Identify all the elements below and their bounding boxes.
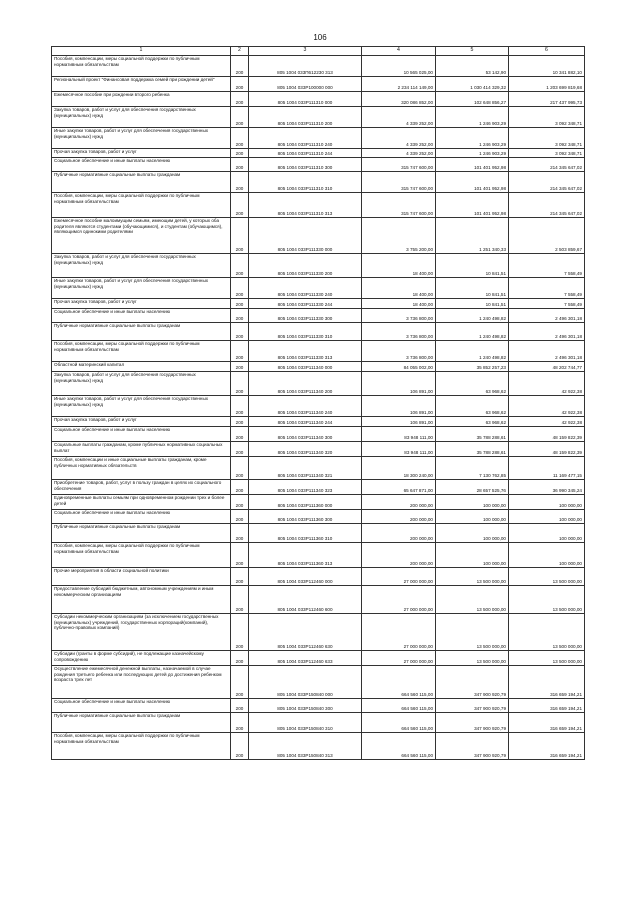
row-name-cell: Пособия, компенсации, меры социальной поддержки по публичным нормативным обязательствам — [52, 341, 231, 362]
row-name-cell: Приобретение товаров, работ, услуг в пользу граждан в целях их социального обеспечения — [52, 480, 231, 495]
row-approved-cell: 664 560 115,00 — [362, 713, 436, 733]
column-header: 1 — [52, 47, 231, 56]
table-row — [52, 299, 585, 309]
table-row — [52, 457, 585, 480]
row-section-cell: 200 — [231, 56, 249, 77]
row-approved-cell: 18 400,00 — [362, 299, 436, 309]
row-executed-cell: 63 968,62 — [436, 372, 509, 396]
row-code-cell: 805 1004 033P150840 000 — [249, 666, 362, 699]
row-name-cell: Социальное обеспечение и иные выплаты населению — [52, 427, 231, 442]
table-row — [52, 218, 585, 254]
row-code-cell: 805 1004 033P111360 310 — [249, 524, 362, 543]
table-row — [52, 372, 585, 396]
row-name-cell: Осуществление ежемесячной денежной выплаты, назначаемой в случае рождения третьего ребенка или последующих детей до достижения ребенком возраста трех лет — [52, 666, 231, 699]
row-section-cell: 200 — [231, 417, 249, 427]
row-code-cell: 805 1004 033P112460 000 — [249, 568, 362, 586]
row-approved-cell: 664 560 115,00 — [362, 733, 436, 760]
row-remaining-cell: 11 169 477,15 — [509, 457, 585, 480]
row-approved-cell: 3 736 800,00 — [362, 323, 436, 341]
row-remaining-cell: 316 659 194,21 — [509, 666, 585, 699]
row-executed-cell: 1 246 903,29 — [436, 107, 509, 128]
table-row — [52, 543, 585, 568]
table-row — [52, 149, 585, 158]
row-remaining-cell: 316 659 194,21 — [509, 699, 585, 713]
table-row — [52, 442, 585, 457]
row-section-cell: 200 — [231, 480, 249, 495]
row-remaining-cell: 42 922,38 — [509, 372, 585, 396]
row-name-cell: Субсидии (гранты в форме субсидий), не подлежащие казначейскому сопровождению — [52, 651, 231, 666]
column-header: 4 — [362, 47, 436, 56]
row-executed-cell: 1 240 498,82 — [436, 341, 509, 362]
row-approved-cell: 315 747 600,00 — [362, 193, 436, 218]
row-section-cell: 200 — [231, 510, 249, 524]
row-approved-cell: 106 891,00 — [362, 417, 436, 427]
row-name-cell: Социальное обеспечение и иные выплаты населению — [52, 158, 231, 172]
row-section-cell: 200 — [231, 193, 249, 218]
row-section-cell: 200 — [231, 713, 249, 733]
row-name-cell: Публичные нормативные социальные выплаты гражданам — [52, 524, 231, 543]
column-header: 6 — [509, 47, 585, 56]
row-remaining-cell: 7 558,49 — [509, 254, 585, 278]
row-code-cell: 805 1004 033P112460 633 — [249, 651, 362, 666]
row-name-cell: Прочая закупка товаров, работ и услуг — [52, 149, 231, 158]
row-name-cell: Субсидии некоммерческим организациям (за исключением государственных (муниципальных) учреждений, государственных корпораций(компаний), публично-правовых компаний) — [52, 614, 231, 651]
row-section-cell: 200 — [231, 278, 249, 299]
row-section-cell: 200 — [231, 92, 249, 107]
row-section-cell: 200 — [231, 442, 249, 457]
row-section-cell: 200 — [231, 396, 249, 417]
row-name-cell: Иные закупки товаров, работ и услуг для обеспечения государственных (муниципальных) нужд — [52, 278, 231, 299]
row-remaining-cell: 214 345 647,02 — [509, 193, 585, 218]
row-remaining-cell: 214 345 647,02 — [509, 158, 585, 172]
row-executed-cell: 35 852 257,23 — [436, 362, 509, 372]
table-row — [52, 56, 585, 77]
row-code-cell: 805 1004 033P111340 244 — [249, 417, 362, 427]
row-remaining-cell: 3 092 348,71 — [509, 128, 585, 149]
row-code-cell: 805 1004 033P111310 244 — [249, 149, 362, 158]
row-executed-cell: 1 246 903,29 — [436, 149, 509, 158]
table-row — [52, 568, 585, 586]
table-row — [52, 495, 585, 510]
row-name-cell: Прочая закупка товаров, работ и услуг — [52, 299, 231, 309]
row-name-cell: Социальное обеспечение и иные выплаты населению — [52, 309, 231, 323]
row-approved-cell: 4 339 252,00 — [362, 149, 436, 158]
table-row — [52, 323, 585, 341]
row-executed-cell: 13 500 000,00 — [436, 586, 509, 614]
row-remaining-cell: 48 159 822,39 — [509, 442, 585, 457]
row-approved-cell: 315 747 600,00 — [362, 158, 436, 172]
row-code-cell: 805 1004 033P111310 313 — [249, 193, 362, 218]
row-name-cell: Закупка товаров, работ и услуг для обеспечения государственных (муниципальных) нужд — [52, 372, 231, 396]
row-executed-cell: 100 000,00 — [436, 524, 509, 543]
row-section-cell: 200 — [231, 666, 249, 699]
row-remaining-cell: 316 659 194,21 — [509, 713, 585, 733]
row-section-cell: 200 — [231, 323, 249, 341]
table-row — [52, 427, 585, 442]
row-executed-cell: 1 251 340,33 — [436, 218, 509, 254]
row-executed-cell: 13 500 000,00 — [436, 651, 509, 666]
row-approved-cell: 83 948 111,00 — [362, 442, 436, 457]
row-section-cell: 200 — [231, 218, 249, 254]
table-row — [52, 651, 585, 666]
table-row — [52, 254, 585, 278]
row-remaining-cell: 2 496 301,18 — [509, 323, 585, 341]
row-executed-cell: 13 500 000,00 — [436, 568, 509, 586]
row-approved-cell: 200 000,00 — [362, 543, 436, 568]
row-code-cell: 805 1004 033P111340 200 — [249, 372, 362, 396]
row-section-cell: 200 — [231, 254, 249, 278]
row-executed-cell: 347 900 920,79 — [436, 733, 509, 760]
row-remaining-cell: 100 000,00 — [509, 510, 585, 524]
table-row — [52, 666, 585, 699]
row-code-cell: 805 1004 033P112460 600 — [249, 586, 362, 614]
row-name-cell: Закупка товаров, работ и услуг для обеспечения государственных (муниципальных) нужд — [52, 107, 231, 128]
row-code-cell: 805 1004 033P111330 313 — [249, 341, 362, 362]
row-executed-cell: 100 000,00 — [436, 543, 509, 568]
row-code-cell: 805 1004 033P111330 300 — [249, 309, 362, 323]
row-remaining-cell: 2 503 859,67 — [509, 218, 585, 254]
row-approved-cell: 10 565 025,00 — [362, 56, 436, 77]
row-executed-cell: 101 401 952,98 — [436, 172, 509, 193]
row-approved-cell: 18 400,00 — [362, 254, 436, 278]
row-code-cell: 805 1004 033P111360 313 — [249, 543, 362, 568]
row-approved-cell: 27 000 000,00 — [362, 568, 436, 586]
row-approved-cell: 200 000,00 — [362, 524, 436, 543]
row-remaining-cell: 42 922,38 — [509, 396, 585, 417]
row-code-cell: 805 1004 033P111360 000 — [249, 495, 362, 510]
table-row — [52, 396, 585, 417]
row-approved-cell: 83 948 111,00 — [362, 427, 436, 442]
row-remaining-cell: 316 659 194,21 — [509, 733, 585, 760]
row-executed-cell: 10 841,51 — [436, 254, 509, 278]
table-row — [52, 524, 585, 543]
row-remaining-cell: 3 092 348,71 — [509, 149, 585, 158]
row-code-cell: 805 1004 033P111330 310 — [249, 323, 362, 341]
table-row — [52, 417, 585, 427]
row-approved-cell: 106 891,00 — [362, 396, 436, 417]
row-section-cell: 200 — [231, 362, 249, 372]
row-section-cell: 200 — [231, 457, 249, 480]
row-approved-cell: 200 000,00 — [362, 495, 436, 510]
row-approved-cell: 18 400,00 — [362, 278, 436, 299]
row-code-cell: 805 1004 033P111330 000 — [249, 218, 362, 254]
row-executed-cell: 28 657 525,76 — [436, 480, 509, 495]
table-row — [52, 309, 585, 323]
table-row — [52, 362, 585, 372]
row-executed-cell: 63 968,62 — [436, 417, 509, 427]
row-code-cell: 805 1004 033P111310 310 — [249, 172, 362, 193]
row-code-cell: 805 1004 033P111360 300 — [249, 510, 362, 524]
row-executed-cell: 35 788 288,61 — [436, 442, 509, 457]
row-name-cell: Региональный проект "Финансовая поддержка семей при рождении детей" — [52, 77, 231, 92]
row-executed-cell: 7 130 762,85 — [436, 457, 509, 480]
row-approved-cell: 27 000 000,00 — [362, 651, 436, 666]
row-approved-cell: 664 560 115,00 — [362, 666, 436, 699]
row-remaining-cell: 214 345 647,02 — [509, 172, 585, 193]
row-section-cell: 200 — [231, 427, 249, 442]
row-section-cell: 200 — [231, 524, 249, 543]
row-executed-cell: 347 900 920,79 — [436, 713, 509, 733]
row-section-cell: 200 — [231, 77, 249, 92]
row-name-cell: Закупка товаров, работ и услуг для обеспечения государственных (муниципальных) нужд — [52, 254, 231, 278]
row-code-cell: 805 1004 033P111340 240 — [249, 396, 362, 417]
table-row — [52, 193, 585, 218]
table-row — [52, 713, 585, 733]
row-approved-cell: 27 000 000,00 — [362, 586, 436, 614]
row-remaining-cell: 13 500 000,00 — [509, 651, 585, 666]
row-executed-cell: 101 401 952,98 — [436, 158, 509, 172]
row-approved-cell: 315 747 600,00 — [362, 172, 436, 193]
row-remaining-cell: 2 496 301,18 — [509, 341, 585, 362]
row-executed-cell: 13 500 000,00 — [436, 614, 509, 651]
row-executed-cell: 1 030 414 329,32 — [436, 77, 509, 92]
row-executed-cell: 1 240 498,82 — [436, 323, 509, 341]
row-remaining-cell: 10 341 882,10 — [509, 56, 585, 77]
table-row — [52, 341, 585, 362]
row-section-cell: 200 — [231, 158, 249, 172]
row-remaining-cell: 2 496 301,18 — [509, 309, 585, 323]
table-row — [52, 510, 585, 524]
row-name-cell: Пособия, компенсации, меры социальной поддержки по публичным нормативным обязательствам — [52, 56, 231, 77]
row-section-cell: 200 — [231, 299, 249, 309]
row-section-cell: 200 — [231, 586, 249, 614]
row-executed-cell: 347 900 920,79 — [436, 666, 509, 699]
row-section-cell: 200 — [231, 614, 249, 651]
page-number: 106 — [313, 33, 327, 42]
row-name-cell: Социальное обеспечение и иные выплаты населению — [52, 699, 231, 713]
row-code-cell: 805 1004 033P111340 000 — [249, 362, 362, 372]
row-executed-cell: 35 788 288,61 — [436, 427, 509, 442]
column-header: 2 — [231, 47, 249, 56]
row-approved-cell: 27 000 000,00 — [362, 614, 436, 651]
row-code-cell: 805 1004 033P111340 320 — [249, 442, 362, 457]
row-code-cell: 805 1004 033P111330 200 — [249, 254, 362, 278]
row-remaining-cell: 3 092 348,71 — [509, 107, 585, 128]
row-executed-cell: 10 841,51 — [436, 278, 509, 299]
column-header: 5 — [436, 47, 509, 56]
row-approved-cell: 3 736 800,00 — [362, 309, 436, 323]
row-name-cell: Ежемесячное пособие малоимущим семьям, имеющим детей, у которых оба родителя являются студентами (обучающимися), и студентам (обучающимся), являющимся одинокими родителями — [52, 218, 231, 254]
row-code-cell: 805 1004 033P111340 323 — [249, 480, 362, 495]
row-remaining-cell: 1 203 699 819,68 — [509, 77, 585, 92]
row-section-cell: 200 — [231, 372, 249, 396]
row-approved-cell: 200 000,00 — [362, 510, 436, 524]
table-header-row — [52, 47, 585, 56]
row-approved-cell: 106 891,00 — [362, 372, 436, 396]
budget-table — [51, 46, 585, 760]
row-section-cell: 200 — [231, 341, 249, 362]
row-name-cell: Иные закупки товаров, работ и услуг для обеспечения государственных (муниципальных) нужд — [52, 396, 231, 417]
row-remaining-cell: 100 000,00 — [509, 495, 585, 510]
row-approved-cell: 2 234 114 149,00 — [362, 77, 436, 92]
row-code-cell: 805 1004 033П612230 313 — [249, 56, 362, 77]
table-row — [52, 158, 585, 172]
row-executed-cell: 1 246 903,29 — [436, 128, 509, 149]
row-code-cell: 805 1004 033P111330 244 — [249, 299, 362, 309]
row-executed-cell: 100 000,00 — [436, 495, 509, 510]
row-section-cell: 200 — [231, 309, 249, 323]
row-remaining-cell: 48 202 744,77 — [509, 362, 585, 372]
row-name-cell: Областной материнский капитал — [52, 362, 231, 372]
row-remaining-cell: 36 990 345,24 — [509, 480, 585, 495]
row-remaining-cell: 100 000,00 — [509, 543, 585, 568]
row-name-cell: Публичные нормативные социальные выплаты гражданам — [52, 172, 231, 193]
row-remaining-cell: 7 558,49 — [509, 278, 585, 299]
row-code-cell: 805 1004 033P150840 300 — [249, 699, 362, 713]
table-row — [52, 77, 585, 92]
row-remaining-cell: 42 922,38 — [509, 417, 585, 427]
row-name-cell: Единовременные выплаты семьям при одновременном рождении трех и более детей — [52, 495, 231, 510]
row-remaining-cell: 48 159 822,39 — [509, 427, 585, 442]
row-approved-cell: 18 300 240,00 — [362, 457, 436, 480]
row-executed-cell: 347 900 920,79 — [436, 699, 509, 713]
row-remaining-cell: 100 000,00 — [509, 524, 585, 543]
row-executed-cell: 1 240 498,82 — [436, 309, 509, 323]
row-section-cell: 200 — [231, 128, 249, 149]
row-remaining-cell: 217 437 995,73 — [509, 92, 585, 107]
table-row — [52, 733, 585, 760]
row-approved-cell: 664 560 115,00 — [362, 699, 436, 713]
row-section-cell: 200 — [231, 172, 249, 193]
row-remaining-cell: 13 500 000,00 — [509, 586, 585, 614]
row-code-cell: 805 1004 033P111310 000 — [249, 92, 362, 107]
row-executed-cell: 101 401 952,98 — [436, 193, 509, 218]
row-remaining-cell: 13 500 000,00 — [509, 568, 585, 586]
row-name-cell: Ежемесячное пособие при рождении второго ребенка — [52, 92, 231, 107]
row-name-cell: Прочая закупка товаров, работ и услуг — [52, 417, 231, 427]
row-name-cell: Социальные выплаты гражданам, кроме публичных нормативных социальных выплат — [52, 442, 231, 457]
row-code-cell: 805 1004 033P150840 310 — [249, 713, 362, 733]
row-executed-cell: 102 648 856,27 — [436, 92, 509, 107]
row-code-cell: 805 1004 033P111310 240 — [249, 128, 362, 149]
table-row — [52, 128, 585, 149]
row-section-cell: 200 — [231, 495, 249, 510]
row-name-cell: Социальное обеспечение и иные выплаты населению — [52, 510, 231, 524]
row-code-cell: 805 1004 033P111310 300 — [249, 158, 362, 172]
row-approved-cell: 84 055 002,00 — [362, 362, 436, 372]
table-row — [52, 480, 585, 495]
row-name-cell: Прочие мероприятия в области социальной политики — [52, 568, 231, 586]
row-section-cell: 200 — [231, 568, 249, 586]
row-section-cell: 200 — [231, 699, 249, 713]
row-executed-cell: 100 000,00 — [436, 510, 509, 524]
row-remaining-cell: 13 500 000,00 — [509, 614, 585, 651]
row-code-cell: 805 1004 033P100000 000 — [249, 77, 362, 92]
table-row — [52, 92, 585, 107]
row-approved-cell: 4 339 252,00 — [362, 107, 436, 128]
row-code-cell: 805 1004 033P111330 240 — [249, 278, 362, 299]
table-row — [52, 278, 585, 299]
row-executed-cell: 10 841,51 — [436, 299, 509, 309]
row-section-cell: 200 — [231, 149, 249, 158]
row-approved-cell: 320 086 852,00 — [362, 92, 436, 107]
row-approved-cell: 3 755 200,00 — [362, 218, 436, 254]
row-name-cell: Пособия, компенсации, меры социальной поддержки по публичным нормативным обязательствам — [52, 193, 231, 218]
row-name-cell: Публичные нормативные социальные выплаты гражданам — [52, 713, 231, 733]
row-section-cell: 200 — [231, 543, 249, 568]
table-row — [52, 614, 585, 651]
row-remaining-cell: 7 558,49 — [509, 299, 585, 309]
row-section-cell: 200 — [231, 107, 249, 128]
row-approved-cell: 4 339 252,00 — [362, 128, 436, 149]
table-row — [52, 172, 585, 193]
table-row — [52, 107, 585, 128]
column-header: 3 — [249, 47, 362, 56]
row-approved-cell: 3 736 800,00 — [362, 341, 436, 362]
table-row — [52, 586, 585, 614]
row-approved-cell: 65 647 871,00 — [362, 480, 436, 495]
row-code-cell: 805 1004 033P111340 321 — [249, 457, 362, 480]
row-name-cell: Пособия, компенсации, меры социальной поддержки по публичным нормативным обязательствам — [52, 733, 231, 760]
row-section-cell: 200 — [231, 733, 249, 760]
row-executed-cell: 63 968,62 — [436, 396, 509, 417]
row-name-cell: Предоставление субсидий бюджетным, автономным учреждениям и иным некоммерческим организациям — [52, 586, 231, 614]
row-name-cell: Публичные нормативные социальные выплаты гражданам — [52, 323, 231, 341]
row-code-cell: 805 1004 033P111310 200 — [249, 107, 362, 128]
row-name-cell: Иные закупки товаров, работ и услуг для обеспечения государственных (муниципальных) нужд — [52, 128, 231, 149]
row-code-cell: 805 1004 033P112460 630 — [249, 614, 362, 651]
row-code-cell: 805 1004 033P111340 300 — [249, 427, 362, 442]
row-name-cell: Пособия, компенсации, меры социальной поддержки по публичным нормативным обязательствам — [52, 543, 231, 568]
table-row — [52, 699, 585, 713]
row-code-cell: 805 1004 033P150840 313 — [249, 733, 362, 760]
row-section-cell: 200 — [231, 651, 249, 666]
row-name-cell: Пособия, компенсации и иные социальные выплаты гражданам, кроме публичных нормативных обязательств — [52, 457, 231, 480]
row-executed-cell: 53 142,90 — [436, 56, 509, 77]
